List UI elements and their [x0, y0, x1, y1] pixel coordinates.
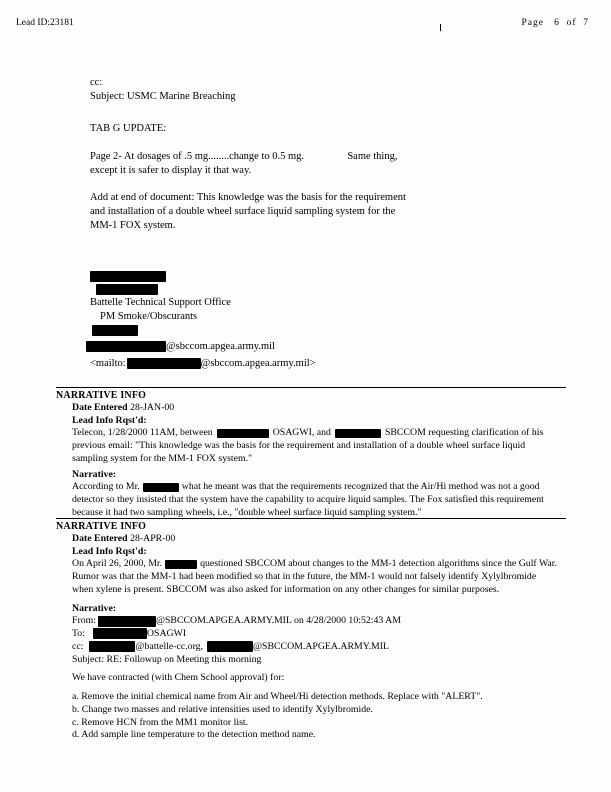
- contract-line: We have contracted (with Chem School approval) for:: [72, 672, 285, 684]
- narrative-body-line: when xylene is present. SBCCOM was also asked for information on any other changes for similar purposes.: [72, 583, 500, 595]
- redacted-name-line-3: [90, 324, 560, 340]
- narrative-label: Narrative:: [72, 468, 117, 480]
- cc-label: cc:: [90, 77, 103, 88]
- section-divider: [56, 387, 566, 388]
- sig-org-2-text: PM Smoke/Obscurants: [100, 311, 198, 323]
- email-cc-value-1: @battelle-cc.org,: [135, 640, 204, 652]
- section-divider: [56, 518, 566, 519]
- lead-id-value: 23181: [50, 18, 74, 28]
- para2-line1: Add at end of document: This knowledge was the basis for the requirement: [90, 191, 406, 203]
- redaction-bar: [93, 628, 147, 639]
- narrative-title: NARRATIVE INFO: [56, 521, 147, 532]
- email-cc-label: cc:: [72, 640, 84, 652]
- lead-info-label: Lead Info Rqst'd:: [72, 414, 147, 426]
- narrative-body-line: sampling system for the MM-1 FOX system.": [72, 452, 253, 464]
- email-from-label: From:: [72, 615, 96, 627]
- email-cc-value-2: @SBCCOM.APGEA.ARMY.MIL: [253, 640, 389, 652]
- sig-org-1: [90, 296, 560, 310]
- paragraph-2: [90, 191, 560, 234]
- mailto-prefix: <mailto:: [90, 358, 126, 370]
- page-number-value: 6: [554, 18, 560, 28]
- sig-org-1-text: Battelle Technical Support Office: [90, 297, 231, 309]
- narrative-section-1: [56, 387, 566, 520]
- lead-id: [16, 18, 74, 28]
- narrative-body-line: Rumor was that the MM-1 had been modified so that in the future, the MM-1 would not falsely identify Xylylbromide: [72, 571, 537, 583]
- redaction-bar: [143, 483, 179, 492]
- redaction-bar: [98, 616, 156, 627]
- narrative-label: Narrative:: [72, 602, 117, 614]
- email-subject-row: Subject: RE: Followup on Meeting this morning: [72, 653, 262, 665]
- redaction-bar: [335, 429, 381, 438]
- paragraph-1: [90, 150, 560, 178]
- header-tick-mark: [440, 24, 441, 31]
- date-entered-value: 28-JAN-00: [130, 402, 175, 413]
- para1-same-thing: Same thing,: [347, 150, 398, 162]
- email-to-value: OSAGWI: [146, 628, 187, 640]
- para1-line1: [90, 150, 560, 164]
- memo-body: [90, 76, 560, 372]
- redaction-bar: [92, 325, 138, 336]
- narrative-body-line: On April 26, 2000, Mr. questioned SBCCOM about changes to the MM-1 detection algorithms since the Gulf War.: [72, 558, 557, 570]
- tab-title-text: TAB G UPDATE:: [90, 123, 167, 135]
- lead-id-label: Lead ID:: [16, 18, 51, 28]
- redaction-bar: [86, 341, 166, 352]
- redacted-name-line-1: [90, 270, 560, 283]
- list-item: b. Change two masses and relative intensities used to identify Xylylbromide.: [72, 703, 373, 715]
- email-from-value: @SBCCOM.APGEA.ARMY.MIL on 4/28/2000 10:52:43 AM: [155, 615, 401, 627]
- cc-block: [90, 76, 560, 104]
- narrative-text-line: detector so they insisted that the system have the capability to acquire liquid samples. The Fox satisfied this requirement: [72, 494, 544, 506]
- redacted-name-line-2: [90, 283, 560, 296]
- email-to-label: To:: [72, 628, 85, 640]
- subject-line: Subject: USMC Marine Breaching: [90, 91, 236, 103]
- redaction-bar: [89, 641, 135, 652]
- date-entered-row: [56, 402, 566, 415]
- page-label: Page: [521, 18, 544, 28]
- narrative-text-line: According to Mr. what he meant was that the requirements recognized that the Air/Hi method was not a good: [72, 481, 540, 493]
- email-from-row: [56, 615, 566, 628]
- para1-line2: except it is safer to display it that way.: [90, 164, 252, 176]
- email-domain: @sbccom.apgea.army.mil: [166, 341, 275, 353]
- narrative-body-line: previous email: "This knowledge was the basis for the requirement and installation of a double wheel surface liquid: [72, 440, 526, 452]
- para2-line3: MM-1 FOX system.: [90, 220, 176, 232]
- redaction-bar: [207, 641, 253, 652]
- page-total-value: 7: [583, 18, 589, 28]
- narrative-body-line: Telecon, 1/28/2000 11AM, between OSAGWI, and SBCCOM requesting clarification of his: [72, 427, 544, 439]
- narrative-title: NARRATIVE INFO: [56, 390, 147, 401]
- redaction-bar: [96, 284, 158, 295]
- signature-block: [90, 270, 560, 372]
- lead-info-label: Lead Info Rqst'd:: [72, 545, 147, 557]
- date-entered-label: Date Entered: [72, 533, 128, 544]
- sig-org-2: [90, 310, 560, 324]
- redaction-bar: [165, 560, 197, 569]
- email-line: [90, 340, 560, 357]
- redaction-bar: [217, 429, 269, 438]
- narrative-text-line: because it had two sampling wheels, i.e., "double wheel surface liquid sampling system.": [72, 506, 422, 518]
- redaction-bar: [90, 271, 166, 282]
- list-item: d. Add sample line temperature to the detection method name.: [72, 729, 316, 741]
- date-entered-row: [56, 533, 566, 546]
- redaction-bar: [127, 358, 201, 369]
- mailto-suffix: @sbccom.apgea.army.mil>: [200, 358, 316, 370]
- list-item: c. Remove HCN from the MM1 monitor list.: [72, 716, 249, 728]
- narrative-section-2: [56, 518, 566, 742]
- date-entered-value: 28-APR-00: [130, 533, 176, 544]
- date-entered-label: Date Entered: [72, 402, 128, 413]
- para2-line2: and installation of a double wheel surface liquid sampling system for the: [90, 206, 396, 218]
- page-of-label: of: [566, 18, 577, 28]
- tab-title: [90, 122, 560, 136]
- page-number: [521, 18, 589, 28]
- list-item: a. Remove the initial chemical name from Air and Wheel/Hi detection methods. Replace with "ALERT".: [72, 691, 483, 703]
- email-cc-row: [56, 641, 566, 654]
- para1-line1-text: Page 2- At dosages of .5 mg........change to 0.5 mg.: [90, 150, 305, 162]
- email-to-row: [56, 628, 566, 641]
- mailto-line: [90, 357, 560, 372]
